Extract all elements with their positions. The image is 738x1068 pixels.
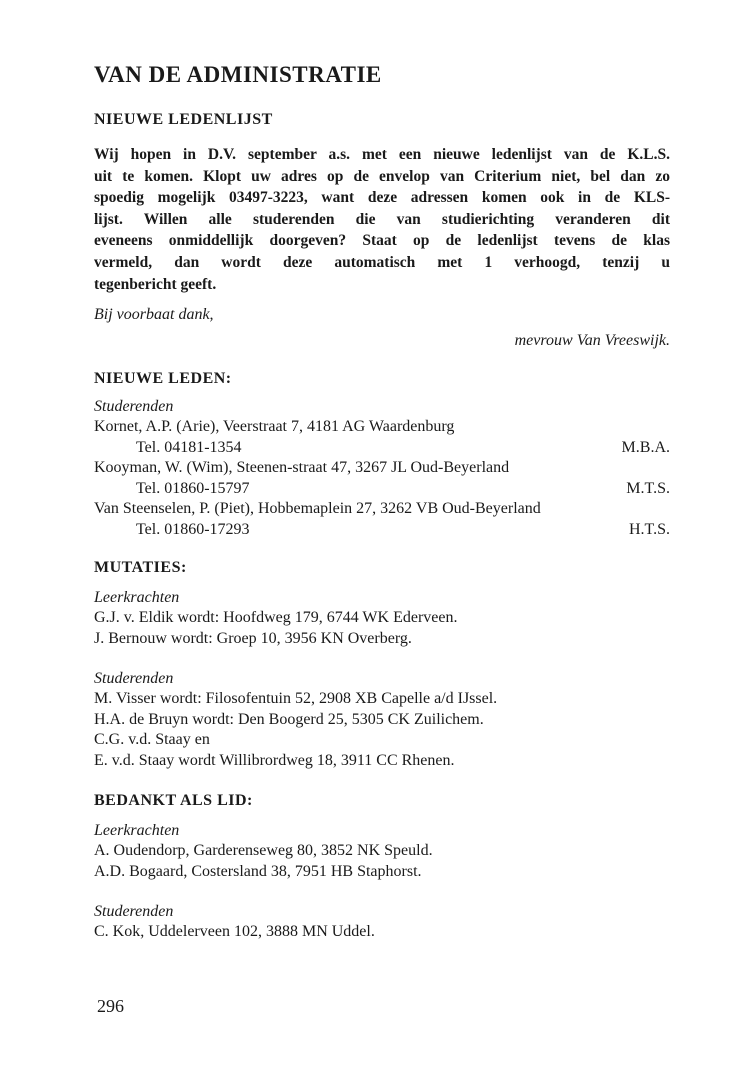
group-label-students: Studerenden [94, 670, 174, 688]
member-school: M.T.S. [626, 479, 670, 497]
intro-line: vermeld, dan wordt deze automatisch met 1 verhoogd, tenzij u [94, 253, 670, 271]
section-heading-cancelled: BEDANKT ALS LID: [94, 792, 253, 810]
member-tel-row [94, 479, 670, 500]
group-label-teachers: Leerkrachten [94, 589, 180, 607]
mutation-line: H.A. de Bruyn wordt: Den Boogerd 25, 5305 CK Zuilichem. [94, 710, 484, 728]
member-tel: Tel. 01860-17293 [136, 520, 250, 538]
member-address: Van Steenselen, P. (Piet), Hobbemaplein 27, 3262 VB Oud-Beyerland [94, 500, 541, 518]
intro-line: eveneens onmiddellijk doorgeven? Staat op de ledenlijst tevens de klas [94, 232, 670, 250]
new-members-section [94, 369, 670, 540]
member-tel: Tel. 01860-15797 [136, 479, 250, 497]
member-tel: Tel. 04181-1354 [136, 438, 242, 456]
document-page [94, 60, 670, 943]
cancelled-line: A. Oudendorp, Garderenseweg 80, 3852 NK Speuld. [94, 842, 433, 860]
mutation-line: J. Bernouw wordt: Groep 10, 3956 KN Overberg. [94, 629, 412, 647]
intro-line: uit te komen. Klopt uw adres op de envelop van Criterium niet, bel dan zo [94, 167, 670, 185]
mutations-section [94, 558, 670, 771]
mutation-line: M. Visser wordt: Filosofentuin 52, 2908 XB Capelle a/d IJssel. [94, 690, 498, 708]
mutation-line: G.J. v. Eldik wordt: Hoofdweg 179, 6744 WK Ederveen. [94, 609, 458, 627]
intro-line: lijst. Willen alle studerenden die van studierichting veranderen dit [94, 210, 670, 228]
mutation-line: E. v.d. Staay wordt Willibrordweg 18, 3911 CC Rhenen. [94, 751, 455, 769]
page-title: VAN DE ADMINISTRATIE [94, 62, 382, 87]
member-address: Kooyman, W. (Wim), Steenen-straat 47, 3267 JL Oud-Beyerland [94, 459, 510, 477]
member-entry [94, 458, 670, 499]
intro-line: spoedig mogelijk 03497-3223, want deze adressen komen ook in de KLS- [94, 189, 670, 207]
group-label-teachers: Leerkrachten [94, 822, 180, 840]
group-label-students: Studerenden [94, 398, 174, 416]
greeting: Bij voorbaat dank, [94, 306, 214, 324]
member-address: Kornet, A.P. (Arie), Veerstraat 7, 4181 AG Waardenburg [94, 418, 455, 436]
member-entry [94, 417, 670, 458]
cancelled-line: C. Kok, Uddelerveen 102, 3888 MN Uddel. [94, 923, 375, 941]
member-school: M.B.A. [621, 438, 670, 456]
section-title-new-member-list: NIEUWE LEDENLIJST [94, 111, 273, 128]
intro-line: tegenbericht geeft. [94, 275, 217, 293]
group-label-students: Studerenden [94, 903, 174, 921]
member-entry [94, 499, 670, 540]
page-number: 296 [97, 996, 124, 1016]
section-heading-new-members: NIEUWE LEDEN: [94, 370, 232, 388]
signature: mevrouw Van Vreeswijk. [514, 332, 670, 350]
section-heading-mutations: MUTATIES: [94, 559, 187, 577]
intro-line: Wij hopen in D.V. september a.s. met een nieuwe ledenlijst van de K.L.S. [94, 146, 670, 163]
cancelled-members-section [94, 791, 670, 943]
cancelled-line: A.D. Bogaard, Costersland 38, 7951 HB Staphorst. [94, 862, 422, 880]
intro-paragraph [94, 144, 670, 295]
member-tel-row [94, 438, 670, 459]
mutation-line: C.G. v.d. Staay en [94, 731, 210, 749]
member-tel-row [94, 520, 670, 541]
member-school: H.T.S. [628, 520, 670, 538]
